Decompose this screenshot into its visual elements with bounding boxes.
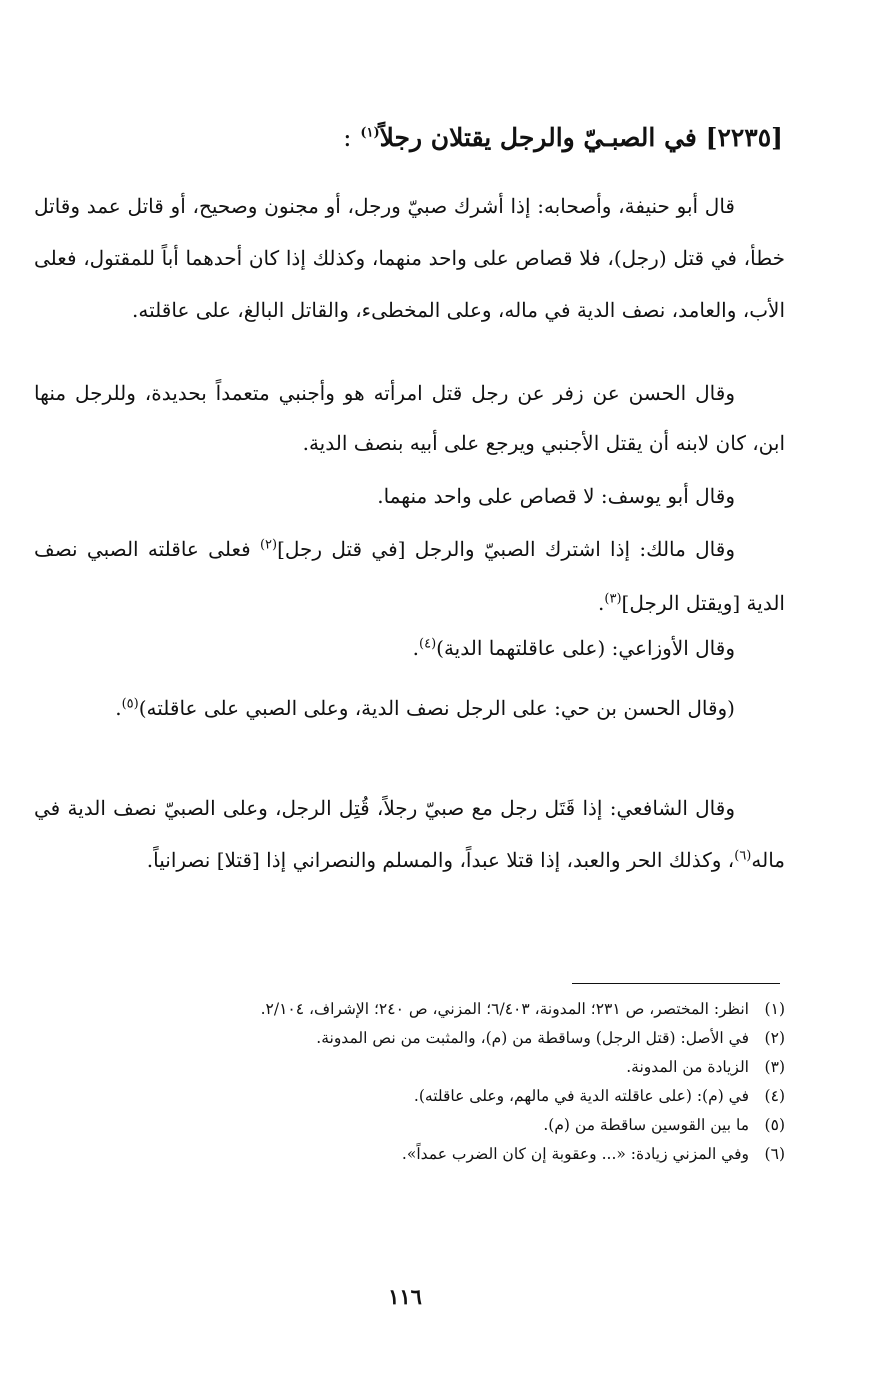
section-number: [٢٢٣٥] <box>705 123 783 152</box>
paragraph-shafii <box>34 782 785 886</box>
footnote-number: (٣) <box>764 1058 785 1076</box>
paragraph-text: وقال الحسن عن زفر عن رجل قتل امرأته هو وأجنبي متعمداً بحديدة، وللرجل منها ابن، كان لابنه أن يقتل الأجنبي ويرجع على أبيه بنصف الدية. <box>34 381 785 455</box>
section-heading <box>343 118 783 158</box>
footnote-4 <box>34 1082 785 1111</box>
paragraph-text: فعلى عاقلته الصبي نصف الدية [ويقتل الرجل] <box>34 537 785 615</box>
footnote-ref: (٤) <box>419 636 437 652</box>
footnote-2 <box>34 1024 785 1053</box>
paragraph-text: . <box>115 696 122 720</box>
footnote-separator <box>572 983 780 984</box>
footnote-ref: (٢) <box>259 537 278 553</box>
footnote-1 <box>34 995 785 1024</box>
heading-footnote-ref: (١) <box>360 125 380 141</box>
footnote-text: في الأصل: (قتل الرجل) وساقطة من (م)، والمثبت من نص المدونة. <box>316 1029 749 1047</box>
page-number: ١١٦ <box>388 1284 422 1309</box>
paragraph-hasan-bin-hayy <box>34 682 785 734</box>
paragraph-text: . <box>412 636 420 660</box>
footnote-number: (٢) <box>764 1029 785 1047</box>
footnote-text: انظر: المختصر، ص ٢٣١؛ المدونة، ٦/٤٠٣؛ المزني، ص ٢٤٠؛ الإشراف، ٢/١٠٤. <box>260 1000 749 1018</box>
footnote-number: (١) <box>764 1000 785 1018</box>
footnote-text: الزيادة من المدونة. <box>626 1058 749 1076</box>
footnote-number: (٦) <box>764 1145 785 1163</box>
footnote-5 <box>34 1111 785 1140</box>
footnote-6 <box>34 1140 785 1169</box>
footnote-text: في (م): (على عاقلته الدية في مالهم، وعلى عاقلته). <box>413 1087 749 1105</box>
footnotes <box>34 995 785 1169</box>
footnote-ref: (٣) <box>604 591 622 607</box>
footnote-number: (٥) <box>764 1116 785 1134</box>
paragraph-text: (وقال الحسن بن حي: على الرجل نصف الدية، وعلى الصبي على عاقلته) <box>138 696 735 720</box>
paragraph-text: وقال مالك: إذا اشترك الصبيّ والرجل [في قتل رجل] <box>277 537 735 561</box>
paragraph-text: . <box>598 591 605 615</box>
paragraph-awzai <box>34 622 785 674</box>
paragraph-abu-yusuf <box>34 470 785 522</box>
footnote-ref: (٦) <box>734 848 752 864</box>
paragraph-hasan-zufar <box>34 368 785 468</box>
paragraph-text: وقال الأوزاعي: (على عاقلتهما الدية) <box>436 636 735 660</box>
section-title: في الصبـيّ والرجل يقتلان رجلاً <box>379 123 697 152</box>
paragraph-abu-hanifa <box>34 180 785 336</box>
heading-colon: : <box>343 123 352 152</box>
footnote-number: (٤) <box>764 1087 785 1105</box>
paragraph-text: ، وكذلك الحر والعبد، إذا قتلا عبداً، والمسلم والنصراني إذا [قتلا] نصرانياً. <box>146 848 735 872</box>
footnote-ref: (٥) <box>121 696 139 712</box>
paragraph-text: وقال الشافعي: إذا قَتَل رجل مع صبيّ رجلاً، قُتِل الرجل، وعلى الصبيّ نصف الدية في ماله <box>34 796 785 872</box>
footnote-text: ما بين القوسين ساقطة من (م). <box>543 1116 749 1134</box>
paragraph-text: وقال أبو يوسف: لا قصاص على واحد منهما. <box>377 484 735 508</box>
footnote-3 <box>34 1053 785 1082</box>
footnote-text: وفي المزني زيادة: «... وعقوبة إن كان الضرب عمداً». <box>401 1145 749 1163</box>
paragraph-malik <box>34 522 785 630</box>
paragraph-text: قال أبو حنيفة، وأصحابه: إذا أشرك صبيّ ورجل، أو مجنون وصحيح، أو قاتل عمد وقاتل خطأ، في قتل (رجل)، فلا قصاص على واحد منهما، وكذلك إذا كان أحدهما أباً للمقتول، فعلى الأب، والعامد، نصف الدية في ماله، وعلى المخطىء، والقاتل البالغ، على عاقلته. <box>34 194 785 322</box>
